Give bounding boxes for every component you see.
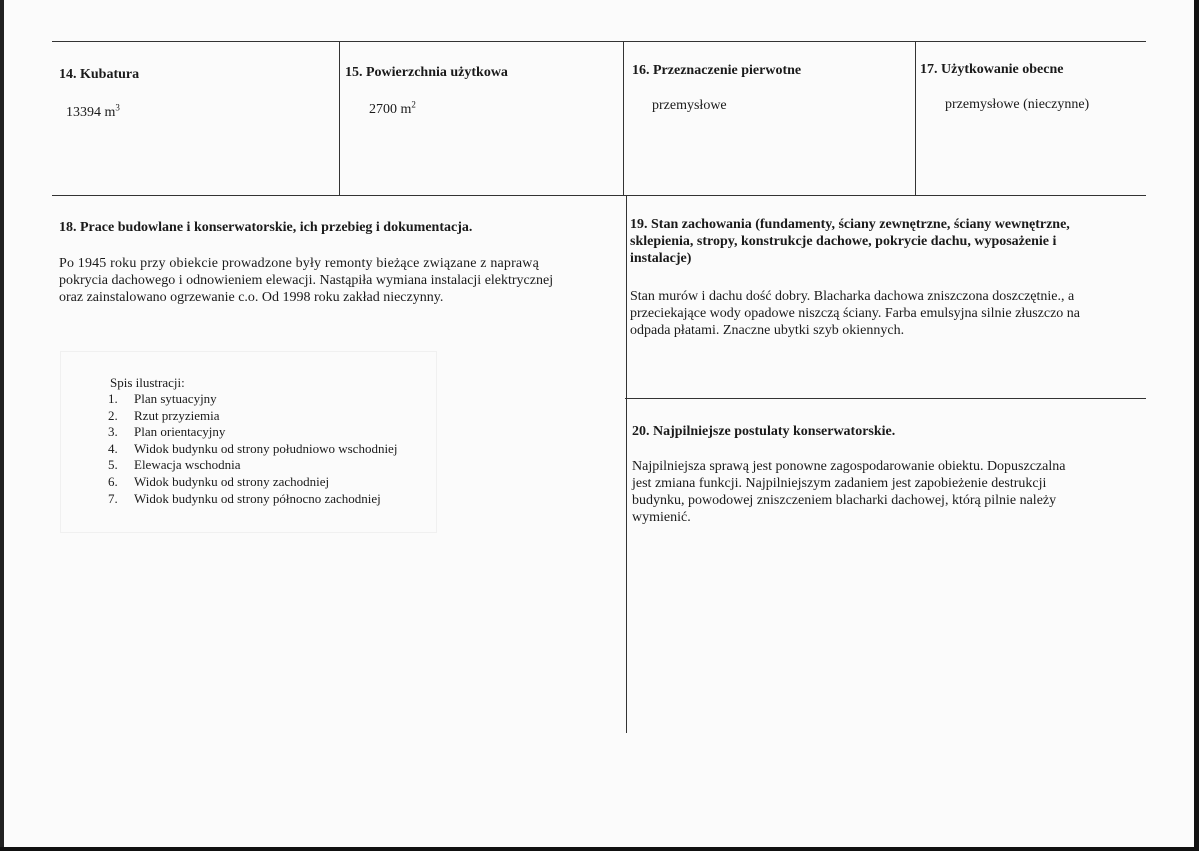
list-item <box>108 457 397 474</box>
divider-15-16 <box>623 41 624 195</box>
list-item <box>108 441 397 458</box>
list-item <box>108 491 397 508</box>
table-top-border <box>52 41 1146 42</box>
list-item <box>108 424 397 441</box>
uzytkowanie-label: 17. Użytkowanie obecne <box>920 62 1064 77</box>
scan-edge-bottom <box>0 847 1199 851</box>
section18-line: Po 1945 roku przy obiekcie prowadzone były remonty bieżące związane z naprawą <box>59 256 539 271</box>
list-item-number: 3. <box>108 424 118 440</box>
divider-14-15 <box>339 41 340 195</box>
list-item-text: Elewacja wschodnia <box>134 457 241 473</box>
przeznaczenie-value: przemysłowe <box>652 98 727 113</box>
section20-line: jest zmiana funkcji. Najpilniejszym zadaniem jest zapobieżenie destrukcji <box>632 476 1047 491</box>
section18-line: oraz zainstalowano ogrzewanie c.o. Od 1998 roku zakład nieczynny. <box>59 290 444 305</box>
list-item-text: Rzut przyziemia <box>134 407 220 423</box>
divider-center <box>626 195 627 733</box>
section18-line: pokrycia dachowego i odnowieniem elewacji. Nastąpiła wymiana instalacji elektrycznej <box>59 273 554 288</box>
section18-text <box>59 255 553 306</box>
kubatura-label: 14. Kubatura <box>59 67 140 82</box>
scan-edge-left <box>0 0 4 851</box>
section20-text <box>632 458 1065 526</box>
list-item-number: 7. <box>108 490 118 506</box>
section18-title: 18. Prace budowlane i konserwatorskie, ich przebieg i dokumentacja. <box>59 220 473 235</box>
list-item <box>108 391 397 408</box>
illustrations-list <box>108 391 397 507</box>
kubatura-unit-exponent: 3 <box>115 102 120 113</box>
section20-title: 20. Najpilniejsze postulaty konserwatorskie. <box>632 424 896 439</box>
list-item <box>108 408 397 425</box>
list-item-number: 4. <box>108 440 118 456</box>
przeznaczenie-label: 16. Przeznaczenie pierwotne <box>632 63 802 78</box>
list-item-number: 6. <box>108 473 118 489</box>
row1-bottom-border <box>52 195 1146 196</box>
powierzchnia-value <box>369 101 416 118</box>
section19-line: przeciekające wody opadowe niszczą ściany. Farba emulsyjna silnie złuszczo na <box>630 306 1081 321</box>
section19-text <box>630 288 1080 339</box>
section19-title-line: instalacje) <box>630 251 692 266</box>
section20-line: wymienić. <box>632 510 691 525</box>
powierzchnia-number: 2700 m <box>369 102 412 117</box>
divider-16-17 <box>915 41 916 195</box>
list-item-text: Plan orientacyjny <box>134 424 226 440</box>
list-item-number: 1. <box>108 391 118 406</box>
powierzchnia-unit-exponent: 2 <box>411 99 416 110</box>
kubatura-value <box>66 104 120 121</box>
section19-bottom-border <box>625 398 1146 399</box>
uzytkowanie-value: przemysłowe (nieczynne) <box>945 97 1090 112</box>
scan-edge-right <box>1194 0 1199 851</box>
section20-line: budynku, powodowej zniszczeniem blacharki dachowej, którą pilnie należy <box>632 493 1057 508</box>
list-item-number: 2. <box>108 407 118 423</box>
powierzchnia-label: 15. Powierzchnia użytkowa <box>345 65 508 80</box>
list-item-text: Widok budynku od strony północno zachodniej <box>134 490 381 506</box>
list-item <box>108 474 397 491</box>
section20-line: Najpilniejsza sprawą jest ponowne zagospodarowanie obiektu. Dopuszczalna <box>632 459 1066 474</box>
section19-line: Stan murów i dachu dość dobry. Blacharka dachowa zniszczona doszczętnie., a <box>630 289 1075 304</box>
kubatura-number: 13394 m <box>66 105 116 120</box>
list-item-number: 5. <box>108 457 118 473</box>
section19-title-line: 19. Stan zachowania (fundamenty, ściany zewnętrzne, ściany wewnętrzne, <box>630 217 1070 232</box>
section19-title <box>630 216 1070 267</box>
list-item-text: Widok budynku od strony południowo wschodniej <box>134 440 398 456</box>
illustrations-title: Spis ilustracji: <box>110 375 185 390</box>
section19-title-line: sklepienia, stropy, konstrukcje dachowe, pokrycie dachu, wyposażenie i <box>630 234 1057 249</box>
list-item-text: Widok budynku od strony zachodniej <box>134 473 330 489</box>
list-item-text: Plan sytuacyjny <box>134 391 217 406</box>
section19-line: odpada płatami. Znaczne ubytki szyb okiennych. <box>630 323 905 338</box>
